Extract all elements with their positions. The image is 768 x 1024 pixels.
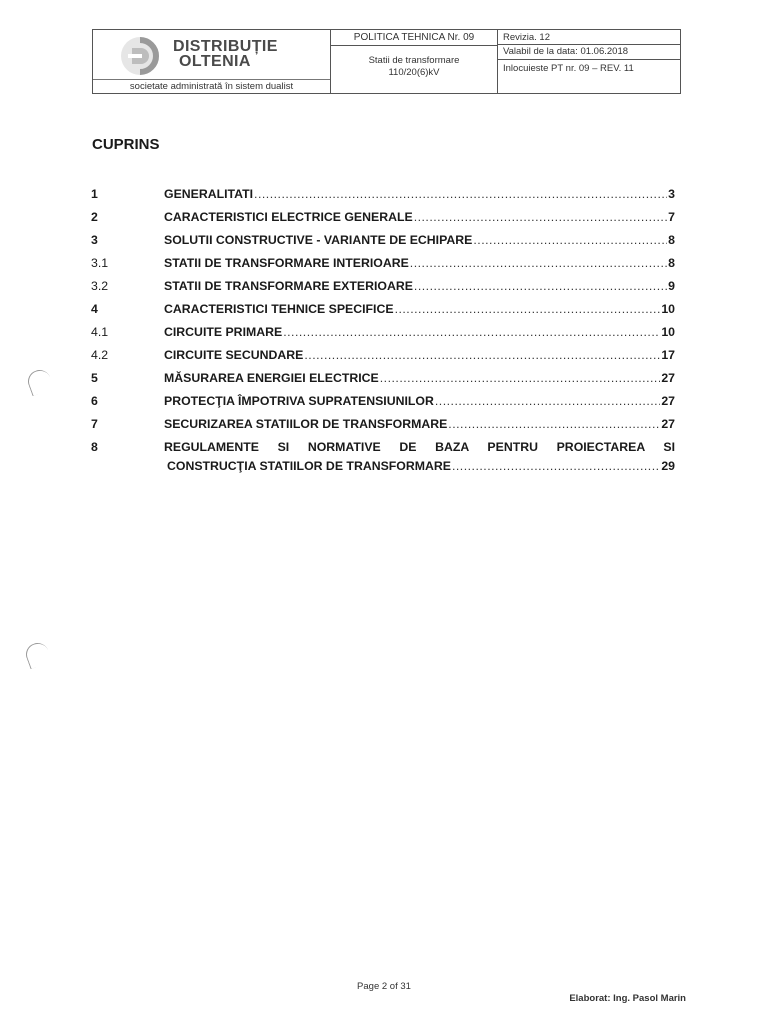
- toc-entry-page: 8: [668, 233, 675, 247]
- table-of-contents: [91, 186, 675, 483]
- toc-entry-page: 17: [661, 348, 675, 362]
- toc-entry[interactable]: [91, 347, 675, 370]
- punch-hole-mark: [25, 367, 54, 396]
- toc-leader-dots: [414, 209, 667, 225]
- toc-leader-dots: [414, 278, 667, 294]
- toc-entry[interactable]: [91, 324, 675, 347]
- toc-entry-title: GENERALITATI: [164, 187, 254, 201]
- toc-entry-page: 3: [668, 187, 675, 201]
- author-credit: Elaborat: Ing. Pasol Marin: [569, 993, 686, 1004]
- toc-entry-number: 3: [91, 233, 98, 247]
- toc-leader-dots: [304, 347, 660, 363]
- company-logo-cell: [93, 30, 331, 93]
- toc-leader-dots: [283, 324, 660, 340]
- toc-entry-page: 27: [661, 394, 675, 408]
- page-number: Page 2 of 31: [357, 981, 411, 992]
- toc-entry-number: 4: [91, 302, 98, 316]
- toc-entry-title-line2: CONSTRUCŢIA STATIILOR DE TRANSFORMARE: [167, 459, 451, 473]
- toc-leader-dots: [254, 186, 667, 202]
- toc-entry[interactable]: [91, 186, 675, 209]
- toc-entry[interactable]: [91, 393, 675, 416]
- toc-leader-dots: [473, 232, 667, 248]
- toc-entry-page: 27: [661, 371, 675, 385]
- toc-entry[interactable]: [91, 209, 675, 232]
- valid-from-date: Valabil de la data: 01.06.2018: [498, 45, 680, 60]
- toc-entry-title: SOLUTII CONSTRUCTIVE - VARIANTE DE ECHIPARE: [164, 233, 473, 247]
- toc-entry-title: CIRCUITE PRIMARE: [164, 325, 283, 339]
- toc-entry-page: 7: [668, 210, 675, 224]
- toc-entry[interactable]: [91, 416, 675, 439]
- toc-entry-number: 3.2: [91, 279, 109, 293]
- policy-subject: [337, 55, 491, 79]
- revision-number: Revizia. 12: [498, 31, 680, 45]
- toc-leader-dots: [448, 416, 660, 432]
- toc-entry-title: CARACTERISTICI ELECTRICE GENERALE: [164, 210, 413, 224]
- replaces-note: Inlocuieste PT nr. 09 – REV. 11: [503, 63, 634, 74]
- toc-entry[interactable]: [91, 301, 675, 324]
- toc-entry-number: 6: [91, 394, 98, 408]
- toc-leader-dots: [435, 393, 660, 409]
- toc-entry[interactable]: [91, 278, 675, 301]
- toc-entry[interactable]: [91, 439, 675, 483]
- toc-entry-title: MĂSURAREA ENERGIEI ELECTRICE: [164, 371, 379, 385]
- toc-entry-number: 1: [91, 187, 98, 201]
- toc-entry-number: 4.2: [91, 348, 109, 362]
- document-header-table: [92, 29, 681, 94]
- toc-entry[interactable]: [91, 255, 675, 278]
- toc-entry-number: 7: [91, 417, 98, 431]
- policy-title: POLITICA TEHNICA Nr. 09: [331, 31, 497, 46]
- toc-entry-title: PROTECŢIA ÎMPOTRIVA SUPRATENSIUNILOR: [164, 394, 434, 408]
- toc-entry-page: 10: [661, 302, 675, 316]
- toc-entry-title: CARACTERISTICI TEHNICE SPECIFICE: [164, 302, 394, 316]
- toc-entry-page: 9: [668, 279, 675, 293]
- toc-entry-title: SECURIZAREA STATIILOR DE TRANSFORMARE: [164, 417, 448, 431]
- toc-entry-number: 3.1: [91, 256, 109, 270]
- revision-cell: [498, 30, 680, 93]
- toc-entry-page: 29: [661, 459, 675, 473]
- company-name: [173, 39, 278, 69]
- toc-entry-number: 5: [91, 371, 98, 385]
- company-name-line1: DISTRIBUȚIE: [173, 38, 278, 55]
- toc-entry-number: 2: [91, 210, 98, 224]
- toc-entry-number: 8: [91, 440, 98, 454]
- toc-entry-page: 10: [661, 325, 675, 339]
- toc-entry-title: CIRCUITE SECUNDARE: [164, 348, 304, 362]
- toc-entry[interactable]: [91, 232, 675, 255]
- policy-cell: [331, 30, 498, 93]
- company-name-line2: OLTENIA: [179, 53, 251, 70]
- toc-leader-dots: [452, 458, 660, 474]
- policy-subject-line2: 110/20(6)kV: [388, 67, 440, 78]
- toc-entry-title: STATII DE TRANSFORMARE INTERIOARE: [164, 256, 409, 270]
- toc-leader-dots: [380, 370, 661, 386]
- toc-entry-title: STATII DE TRANSFORMARE EXTERIOARE: [164, 279, 413, 293]
- toc-leader-dots: [410, 255, 667, 271]
- punch-hole-mark: [23, 640, 52, 669]
- toc-entry-page: 27: [661, 417, 675, 431]
- company-tagline: societate administrată în sistem dualist: [93, 79, 330, 92]
- distributie-oltenia-logo-icon: [119, 35, 161, 77]
- toc-heading: CUPRINS: [92, 136, 160, 153]
- toc-leader-dots: [395, 301, 661, 317]
- toc-entry-page: 8: [668, 256, 675, 270]
- policy-subject-line1: Statii de transformare: [368, 55, 460, 66]
- toc-entry[interactable]: [91, 370, 675, 393]
- toc-entry-title-line1: REGULAMENTE SI NORMATIVE DE BAZA PENTRU PROIECTAREA SI: [164, 440, 675, 454]
- toc-entry-number: 4.1: [91, 325, 109, 339]
